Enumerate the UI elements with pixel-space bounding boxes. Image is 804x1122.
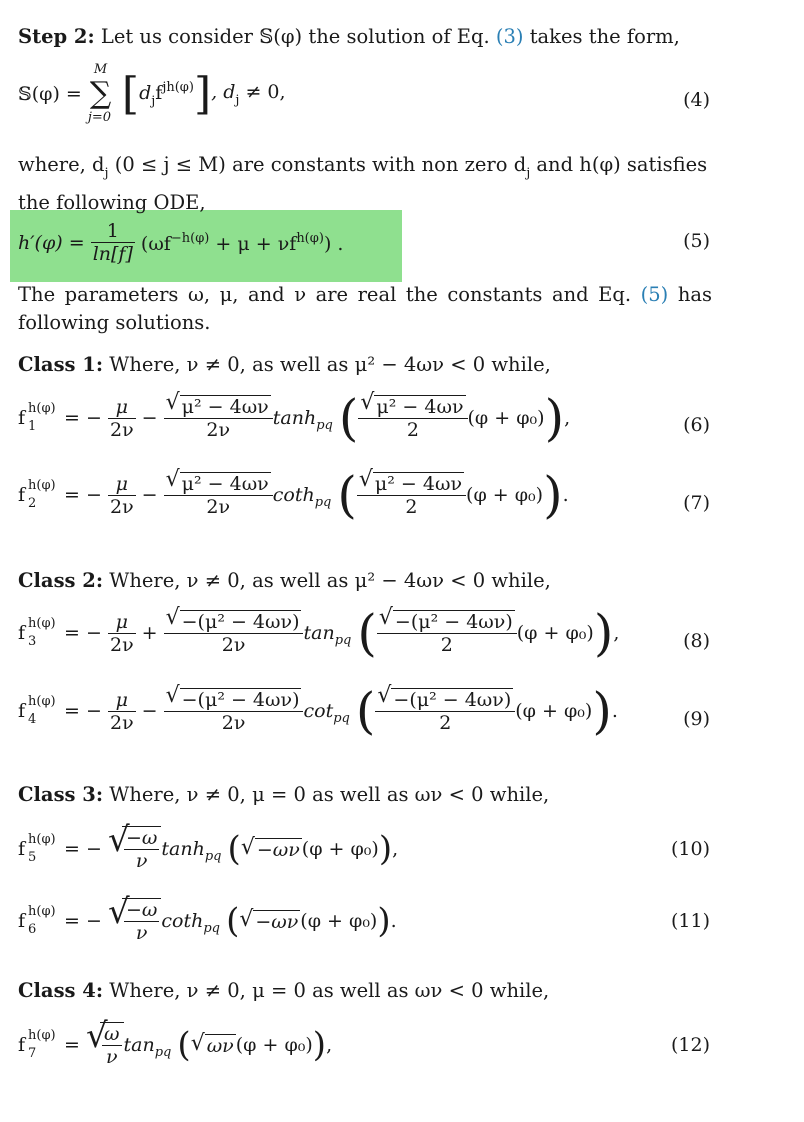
sqrt: √ $\frac{\omega}{\nu}$ <box>86 1022 124 1068</box>
eq-lhs: h′(φ) = <box>18 231 85 254</box>
equals: = <box>64 838 80 860</box>
subscript: 7 <box>28 1046 37 1061</box>
argument: (φ + φ₀) <box>301 838 379 860</box>
text: ν <box>135 850 148 872</box>
paren: ( <box>338 389 359 447</box>
text: −(μ² − 4ων) <box>394 611 513 633</box>
equals: = <box>64 1034 80 1056</box>
text: μ <box>115 688 128 711</box>
function-name: tan <box>123 1034 155 1056</box>
term: (ωf <box>140 232 171 255</box>
minus: − <box>86 484 102 506</box>
function-name: tanh <box>272 407 317 429</box>
f: f <box>18 700 26 722</box>
fraction: √ −(μ² − 4ων) 2ν <box>164 688 304 734</box>
text: 2 <box>405 496 418 518</box>
step2-paragraph <box>18 22 680 51</box>
text: 2ν <box>109 418 134 441</box>
superscript: h(φ) <box>28 1028 56 1043</box>
punct: . <box>562 484 569 506</box>
text: where, d <box>18 153 105 176</box>
punct: , <box>392 838 399 860</box>
superscript: −h(φ) <box>170 230 210 246</box>
term: ) . <box>323 232 344 255</box>
paren: ) <box>377 901 391 941</box>
text: μ <box>115 395 128 418</box>
subscript: pq <box>203 921 221 936</box>
paren: ( <box>177 1025 191 1065</box>
f-symbol <box>18 696 58 726</box>
subscript: 3 <box>28 634 37 649</box>
f: f <box>18 910 26 932</box>
fraction <box>108 689 136 734</box>
subscript: pq <box>314 495 332 510</box>
sqrt: √ $\frac{-\omega}{\nu}$ <box>108 898 161 944</box>
text: −(μ² − 4ων) <box>393 689 512 711</box>
var-f: f <box>155 81 163 104</box>
text: 2ν <box>109 711 134 734</box>
class-label: Class 3: <box>18 783 104 806</box>
text: (0 ≤ j ≤ M) are constants with non zero d <box>114 153 527 176</box>
text: Where, ν ≠ 0, as well as μ² − 4ων < 0 while, <box>109 353 551 376</box>
text: 2ν <box>221 712 246 734</box>
superscript: h(φ) <box>28 904 56 919</box>
subscript: j <box>235 92 240 108</box>
text: The parameters ω, μ, and ν are real the constants and Eq. <box>18 283 632 306</box>
text: and h(φ) satisfies <box>536 153 708 176</box>
minus: − <box>86 407 102 429</box>
argument: (φ + φ₀) <box>466 484 544 506</box>
paren: ) <box>593 604 614 662</box>
minus: − <box>86 700 102 722</box>
fraction: √ −(μ² − 4ων) 2ν <box>164 610 304 656</box>
class-label: Class 2: <box>18 569 104 592</box>
class1-heading <box>18 350 551 379</box>
argument: (φ + φ₀) <box>300 910 378 932</box>
params-line1 <box>18 280 712 309</box>
subscript: pq <box>333 711 350 726</box>
text: ν <box>105 1046 118 1068</box>
text: μ² − 4ων <box>374 473 463 495</box>
f-symbol <box>18 834 58 864</box>
punct: , <box>613 622 620 644</box>
f-symbol <box>18 618 58 648</box>
subscript: 5 <box>28 850 37 865</box>
equation-number: (10) <box>670 838 710 860</box>
condition: , d <box>211 80 236 103</box>
subscript: pq <box>316 418 333 433</box>
class4-heading <box>18 976 549 1005</box>
fraction: √ −(μ² − 4ων) 2 <box>375 688 515 734</box>
term: + μ + νf <box>209 232 297 255</box>
var-d: d <box>139 81 152 104</box>
text: 2 <box>440 634 453 656</box>
paren: ( <box>227 829 241 869</box>
equation-number: (9) <box>683 708 710 730</box>
function-name: coth <box>272 484 315 506</box>
equation-5 <box>18 220 343 265</box>
text: μ <box>115 472 128 495</box>
text: takes the form, <box>529 25 680 48</box>
text: ln[f] <box>92 243 133 265</box>
subscript: pq <box>334 633 352 648</box>
equals: = <box>64 910 80 932</box>
paren: ) <box>544 389 565 447</box>
paren: ) <box>543 466 563 524</box>
text: μ² − 4ων <box>181 396 269 418</box>
fraction: √ μ² − 4ων 2 <box>358 395 467 441</box>
paren: ( <box>355 682 376 740</box>
text: 2ν <box>109 495 134 518</box>
fraction: √ μ² − 4ων 2ν <box>164 395 273 441</box>
sqrt: √ $\frac{-\omega}{\nu}$ <box>108 826 161 872</box>
punct: , <box>326 1034 333 1056</box>
superscript: h(φ) <box>296 230 324 246</box>
paren: ( <box>226 901 240 941</box>
fraction <box>108 473 136 518</box>
text: 2 <box>439 712 452 734</box>
equation-12: f h(φ) 7 = √ $\frac{\omega}{\nu}$ $\tan_{pq}$ ( √ ων (φ + φ₀)), <box>18 1016 333 1068</box>
class3-heading <box>18 780 549 809</box>
f-symbol <box>18 906 58 936</box>
denominator <box>91 243 135 265</box>
f-symbol <box>18 480 58 510</box>
operator: − <box>141 407 158 429</box>
function-name: tanh <box>161 838 205 860</box>
eq-ref-link[interactable]: (5) <box>640 283 669 306</box>
argument: (φ + φ₀) <box>235 1034 313 1056</box>
eq-lhs: 𝕊(φ) = <box>18 83 82 105</box>
equals: = <box>64 484 80 506</box>
function-name: coth <box>161 910 204 932</box>
text: −ων <box>256 838 300 861</box>
summation <box>88 62 116 126</box>
text: 2ν <box>221 634 246 656</box>
text: the solution of Eq. <box>308 25 490 48</box>
superscript: jh(φ) <box>162 79 194 95</box>
operator: − <box>141 700 158 722</box>
equation-10: f h(φ) 5 = − √ $\frac{-\omega}{\nu}$ $\tanh_{pq}$ ( √ −ων (φ + φ₀)), <box>18 820 399 872</box>
page <box>18 0 790 1122</box>
text: Where, ν ≠ 0, μ = 0 as well as ων < 0 while, <box>109 783 550 806</box>
fraction: √ μ² − 4ων 2 <box>357 472 466 518</box>
step-label: Step 2: <box>18 25 95 48</box>
subscript: j <box>104 166 109 181</box>
text: μ² − 4ων <box>376 396 464 418</box>
class-label: Class 4: <box>18 979 104 1002</box>
equation-11: f h(φ) 6 = − √ $\frac{-\omega}{\nu}$ coth$_{pq}$ ( √ −ων (φ + φ₀)). <box>18 892 397 944</box>
paren: ) <box>312 1025 327 1065</box>
text: Where, ν ≠ 0, as well as μ² − 4ων < 0 while, <box>109 569 551 592</box>
text: −ω <box>125 827 158 849</box>
equation-number: (12) <box>670 1034 710 1056</box>
equation-number: (8) <box>683 630 710 652</box>
punct: . <box>611 700 618 722</box>
text: the following ODE, <box>18 191 206 214</box>
equation-number: (5) <box>683 230 710 252</box>
argument: (φ + φ₀) <box>516 622 594 644</box>
f: f <box>18 407 26 429</box>
f-symbol <box>18 1030 58 1060</box>
text: ω <box>104 1023 120 1045</box>
subscript: pq <box>204 849 222 864</box>
math-S: 𝕊(φ) <box>259 25 303 48</box>
equation-9 <box>18 682 618 740</box>
equals: = <box>64 700 80 722</box>
text: 2ν <box>109 633 134 656</box>
fraction <box>108 396 136 441</box>
sum-lower: j=0 <box>87 110 112 125</box>
f-symbol <box>18 403 58 433</box>
eq-ref-link[interactable]: (3) <box>495 25 524 48</box>
f: f <box>18 838 26 860</box>
text: μ² − 4ων <box>181 473 269 495</box>
params-line2: following solutions. <box>18 311 211 334</box>
text: ων <box>206 1034 234 1057</box>
equation-7 <box>18 466 569 524</box>
fraction: √ −(μ² − 4ων) 2 <box>377 610 517 656</box>
text: −(μ² − 4ων) <box>181 611 300 633</box>
paren: ) <box>592 682 612 740</box>
minus: − <box>86 838 102 860</box>
f: f <box>18 622 26 644</box>
text: ν <box>135 922 148 944</box>
text: Where, ν ≠ 0, μ = 0 as well as ων < 0 while, <box>109 979 550 1002</box>
f: f <box>18 484 26 506</box>
equation-6 <box>18 389 571 447</box>
f: f <box>18 1034 26 1056</box>
argument: (φ + φ₀) <box>467 407 545 429</box>
function-name: cot <box>303 700 334 722</box>
text: −ω <box>125 899 158 921</box>
superscript: h(φ) <box>28 694 56 709</box>
equation-4 <box>18 62 286 126</box>
bracket: [ <box>121 68 140 120</box>
text: has <box>677 283 713 306</box>
equation-number: (11) <box>670 910 710 932</box>
where-paragraph <box>18 150 707 217</box>
text: 2 <box>406 419 419 441</box>
sum-upper: M <box>93 62 108 77</box>
minus: − <box>86 910 102 932</box>
superscript: h(φ) <box>28 832 56 847</box>
punct: , <box>564 407 571 429</box>
fraction <box>91 220 135 265</box>
subscript: j <box>526 166 531 181</box>
text: μ <box>115 610 128 633</box>
fraction: √ μ² − 4ων 2ν <box>164 472 273 518</box>
equation-number: (6) <box>683 414 710 436</box>
superscript: h(φ) <box>28 401 56 416</box>
subscript: pq <box>154 1045 172 1060</box>
subscript: j <box>151 93 156 109</box>
function-name: tan <box>303 622 335 644</box>
operator: − <box>141 484 158 506</box>
text: −(μ² − 4ων) <box>181 689 300 711</box>
paren: ( <box>337 466 357 524</box>
text: Let us consider <box>100 25 253 48</box>
punct: . <box>390 910 397 932</box>
equals: = <box>64 407 80 429</box>
equation-number: (7) <box>683 492 710 514</box>
class2-heading <box>18 566 551 595</box>
paren: ) <box>378 829 393 869</box>
text: 2ν <box>206 419 231 441</box>
paren: ( <box>357 604 377 662</box>
bracket: ] <box>193 68 212 120</box>
class-label: Class 1: <box>18 353 104 376</box>
subscript: 4 <box>28 712 37 727</box>
fraction <box>108 611 136 656</box>
text: 2ν <box>206 496 231 518</box>
superscript: h(φ) <box>28 478 56 493</box>
text: −ων <box>255 910 299 933</box>
subscript: 2 <box>28 496 37 511</box>
subscript: 1 <box>28 419 37 434</box>
sigma-symbol: ∑ <box>89 76 112 111</box>
condition: ≠ 0, <box>239 80 286 103</box>
superscript: h(φ) <box>28 616 56 631</box>
equals: = <box>64 622 80 644</box>
minus: − <box>86 622 102 644</box>
operator: + <box>141 622 158 644</box>
numerator: 1 <box>91 220 135 243</box>
equation-number: (4) <box>683 89 710 111</box>
subscript: 6 <box>28 922 37 937</box>
argument: (φ + φ₀) <box>515 700 593 722</box>
equation-8 <box>18 604 620 662</box>
